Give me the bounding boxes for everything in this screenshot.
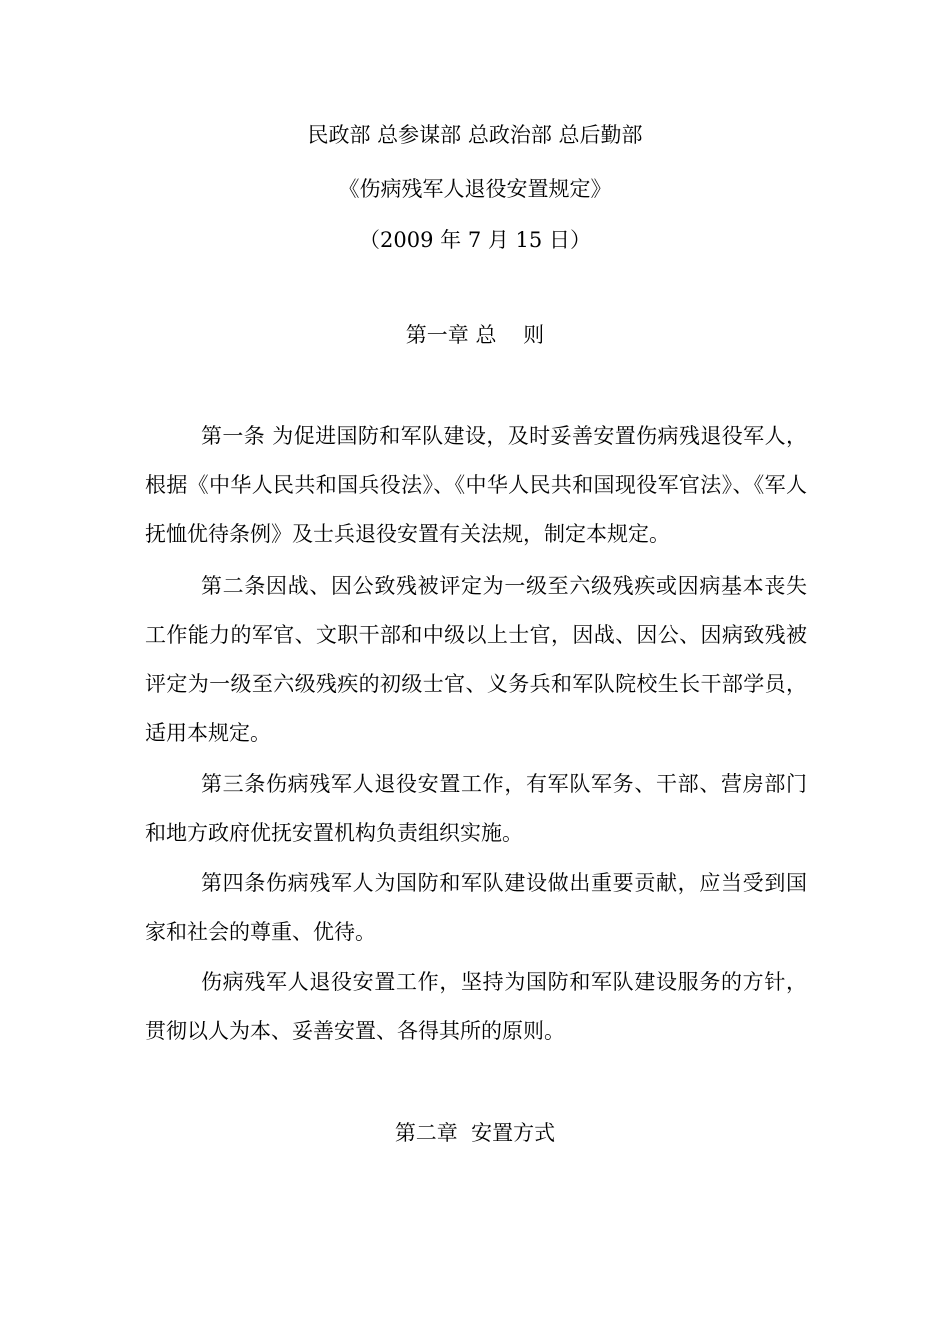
- article-4-paragraph-2: 伤病残军人退役安置工作，坚持为国防和军队建设服务的方针，贯彻以人为本、妥善安置、各得其所的原则。: [145, 970, 807, 1043]
- article-4: 第四条伤病残军人为国防和军队建设做出重要贡献，应当受到国家和社会的尊重、优待。: [145, 871, 807, 944]
- article-3: 第三条伤病残军人退役安置工作，有军队军务、干部、营房部门和地方政府优抚安置机构负责组织实施。: [145, 772, 807, 845]
- article-1: 第一条 为促进国防和军队建设，及时妥善安置伤病残退役军人，根据《中华人民共和国兵役法》、《中华人民共和国现役军官法》、《军人抚恤优待条例》及士兵退役安置有关法规，制定本规定。: [145, 424, 807, 546]
- chapter-2-heading: 第二章 安置方式: [394, 1121, 556, 1145]
- article-2: 第二条因战、因公致残被评定为一级至六级残疾或因病基本丧失工作能力的军官、文职干部和中级以上士官，因战、因公、因病致残被评定为一级至六级残疾的初级士官、义务兵和军队院校生长干部学员，适用本规定。: [145, 574, 807, 745]
- issuing-departments: 民政部 总参谋部 总政治部 总后勤部: [307, 123, 643, 147]
- document-date: （2009 年 7 月 15 日）: [359, 228, 591, 252]
- document-title: 《伤病残军人退役安置规定》: [338, 177, 612, 201]
- chapter-1-heading: 第一章 总 则: [405, 323, 545, 347]
